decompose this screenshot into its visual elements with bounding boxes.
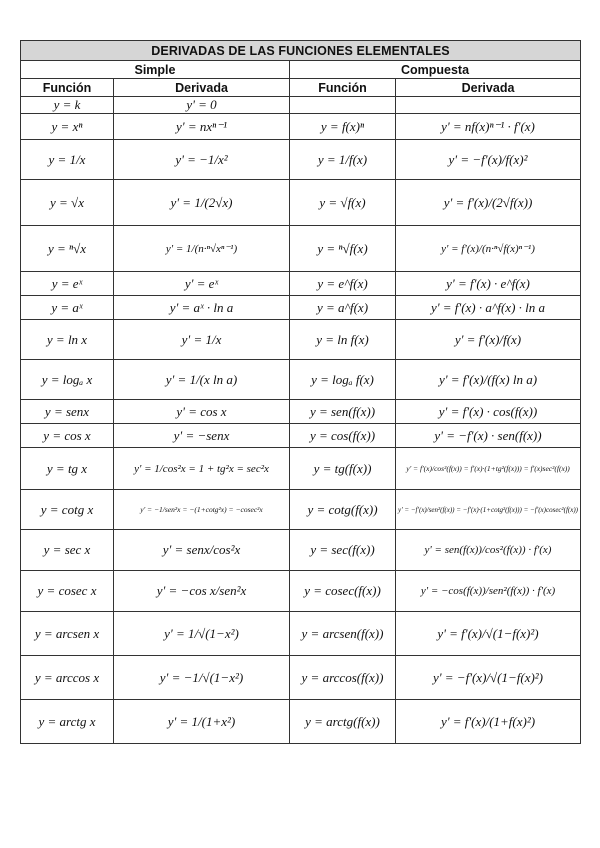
column-header-derivada-simple: Derivada xyxy=(114,79,290,97)
composite-derivative-cell: y' = f'(x)/√(1−f(x)²) xyxy=(396,612,581,656)
composite-derivative-cell: y' = f'(x)/(f(x) ln a) xyxy=(396,360,581,400)
composite-function-cell: y = sec(f(x)) xyxy=(290,530,396,571)
simple-derivative-cell: y' = 1/(2√x) xyxy=(114,180,290,226)
composite-function-cell: y = arcsen(f(x)) xyxy=(290,612,396,656)
simple-function-cell: y = eˣ xyxy=(21,272,114,296)
simple-function-cell: y = √x xyxy=(21,180,114,226)
composite-function-cell: y = tg(f(x)) xyxy=(290,448,396,490)
simple-derivative-cell: y' = 1/(x ln a) xyxy=(114,360,290,400)
simple-function-cell: y = cosec x xyxy=(21,571,114,612)
simple-function-cell: y = ln x xyxy=(21,320,114,360)
simple-derivative-cell: y' = 0 xyxy=(114,97,290,114)
simple-function-cell: y = cotg x xyxy=(21,490,114,530)
simple-derivative-cell: y' = cos x xyxy=(114,400,290,424)
composite-derivative-cell: y' = −f'(x) · sen(f(x)) xyxy=(396,424,581,448)
simple-function-cell: y = logₐ x xyxy=(21,360,114,400)
composite-derivative-cell: y' = f'(x) · e^f(x) xyxy=(396,272,581,296)
composite-function-cell: y = ⁿ√f(x) xyxy=(290,226,396,272)
composite-derivative-cell: y' = f'(x)/f(x) xyxy=(396,320,581,360)
table-row xyxy=(21,656,581,700)
column-header-derivada-compuesta: Derivada xyxy=(396,79,581,97)
table-row xyxy=(21,490,581,530)
simple-function-cell: y = 1/x xyxy=(21,140,114,180)
composite-function-cell: y = a^f(x) xyxy=(290,296,396,320)
simple-derivative-cell: y' = 1/(n·ⁿ√xⁿ⁻¹) xyxy=(114,226,290,272)
table-row xyxy=(21,612,581,656)
composite-function-cell: y = 1/f(x) xyxy=(290,140,396,180)
table-row xyxy=(21,180,581,226)
composite-derivative-cell: y' = f'(x) · cos(f(x)) xyxy=(396,400,581,424)
simple-derivative-cell: y' = 1/cos²x = 1 + tg²x = sec²x xyxy=(114,448,290,490)
simple-function-cell: y = arccos x xyxy=(21,656,114,700)
table-row xyxy=(21,114,581,140)
composite-derivative-cell: y' = −f'(x)/sen²(f(x)) = −f'(x)·(1+cotg²(f(x))) = −f'(x)cosec²(f(x)) xyxy=(396,490,581,530)
simple-derivative-cell: y' = senx/cos²x xyxy=(114,530,290,571)
composite-function-cell: y = cotg(f(x)) xyxy=(290,490,396,530)
column-header-funcion-simple: Función xyxy=(21,79,114,97)
composite-derivative-cell: y' = f'(x)/(2√f(x)) xyxy=(396,180,581,226)
group-header-simple: Simple xyxy=(21,61,290,79)
derivatives-table xyxy=(20,40,581,744)
simple-function-cell: y = arctg x xyxy=(21,700,114,744)
derivatives-table-sheet xyxy=(20,40,580,744)
composite-function-cell xyxy=(290,97,396,114)
composite-derivative-cell: y' = nf(x)ⁿ⁻¹ · f'(x) xyxy=(396,114,581,140)
simple-function-cell: y = ⁿ√x xyxy=(21,226,114,272)
simple-function-cell: y = xⁿ xyxy=(21,114,114,140)
simple-derivative-cell: y' = 1/√(1−x²) xyxy=(114,612,290,656)
composite-function-cell: y = sen(f(x)) xyxy=(290,400,396,424)
simple-derivative-cell: y' = 1/x xyxy=(114,320,290,360)
simple-function-cell: y = tg x xyxy=(21,448,114,490)
simple-derivative-cell: y' = nxⁿ⁻¹ xyxy=(114,114,290,140)
table-title: DERIVADAS DE LAS FUNCIONES ELEMENTALES xyxy=(21,41,581,61)
simple-derivative-cell: y' = −1/√(1−x²) xyxy=(114,656,290,700)
simple-derivative-cell: y' = eˣ xyxy=(114,272,290,296)
table-row xyxy=(21,97,581,114)
composite-derivative-cell: y' = −f'(x)/√(1−f(x)²) xyxy=(396,656,581,700)
composite-function-cell: y = cos(f(x)) xyxy=(290,424,396,448)
composite-function-cell: y = √f(x) xyxy=(290,180,396,226)
composite-derivative-cell xyxy=(396,97,581,114)
simple-derivative-cell: y' = −cos x/sen²x xyxy=(114,571,290,612)
composite-function-cell: y = e^f(x) xyxy=(290,272,396,296)
table-row xyxy=(21,424,581,448)
table-row xyxy=(21,571,581,612)
table-row xyxy=(21,448,581,490)
table-row xyxy=(21,296,581,320)
simple-function-cell: y = arcsen x xyxy=(21,612,114,656)
composite-derivative-cell: y' = f'(x)/(1+f(x)²) xyxy=(396,700,581,744)
simple-derivative-cell: y' = aˣ · ln a xyxy=(114,296,290,320)
table-row xyxy=(21,530,581,571)
composite-derivative-cell: y' = f'(x)/cos²(f(x)) = f'(x)·(1+tg²(f(x))) = f'(x)sec²(f(x)) xyxy=(396,448,581,490)
composite-function-cell: y = ln f(x) xyxy=(290,320,396,360)
composite-function-cell: y = cosec(f(x)) xyxy=(290,571,396,612)
table-row xyxy=(21,272,581,296)
composite-derivative-cell: y' = −cos(f(x))/sen²(f(x)) · f'(x) xyxy=(396,571,581,612)
table-row xyxy=(21,700,581,744)
table-row xyxy=(21,226,581,272)
composite-derivative-cell: y' = −f'(x)/f(x)² xyxy=(396,140,581,180)
composite-function-cell: y = arctg(f(x)) xyxy=(290,700,396,744)
simple-derivative-cell: y' = 1/(1+x²) xyxy=(114,700,290,744)
table-row xyxy=(21,400,581,424)
column-header-funcion-compuesta: Función xyxy=(290,79,396,97)
table-row xyxy=(21,140,581,180)
composite-derivative-cell: y' = f'(x)/(n·ⁿ√f(x)ⁿ⁻¹) xyxy=(396,226,581,272)
composite-function-cell: y = arccos(f(x)) xyxy=(290,656,396,700)
simple-derivative-cell: y' = −1/sen²x = −(1+cotg²x) = −cosec²x xyxy=(114,490,290,530)
composite-derivative-cell: y' = sen(f(x))/cos²(f(x)) · f'(x) xyxy=(396,530,581,571)
composite-function-cell: y = logₐ f(x) xyxy=(290,360,396,400)
table-row xyxy=(21,360,581,400)
table-row xyxy=(21,320,581,360)
group-header-compuesta: Compuesta xyxy=(290,61,581,79)
simple-function-cell: y = k xyxy=(21,97,114,114)
composite-derivative-cell: y' = f'(x) · a^f(x) · ln a xyxy=(396,296,581,320)
simple-function-cell: y = cos x xyxy=(21,424,114,448)
simple-function-cell: y = sec x xyxy=(21,530,114,571)
simple-derivative-cell: y' = −1/x² xyxy=(114,140,290,180)
simple-function-cell: y = senx xyxy=(21,400,114,424)
composite-function-cell: y = f(x)ⁿ xyxy=(290,114,396,140)
simple-derivative-cell: y' = −senx xyxy=(114,424,290,448)
simple-function-cell: y = aˣ xyxy=(21,296,114,320)
